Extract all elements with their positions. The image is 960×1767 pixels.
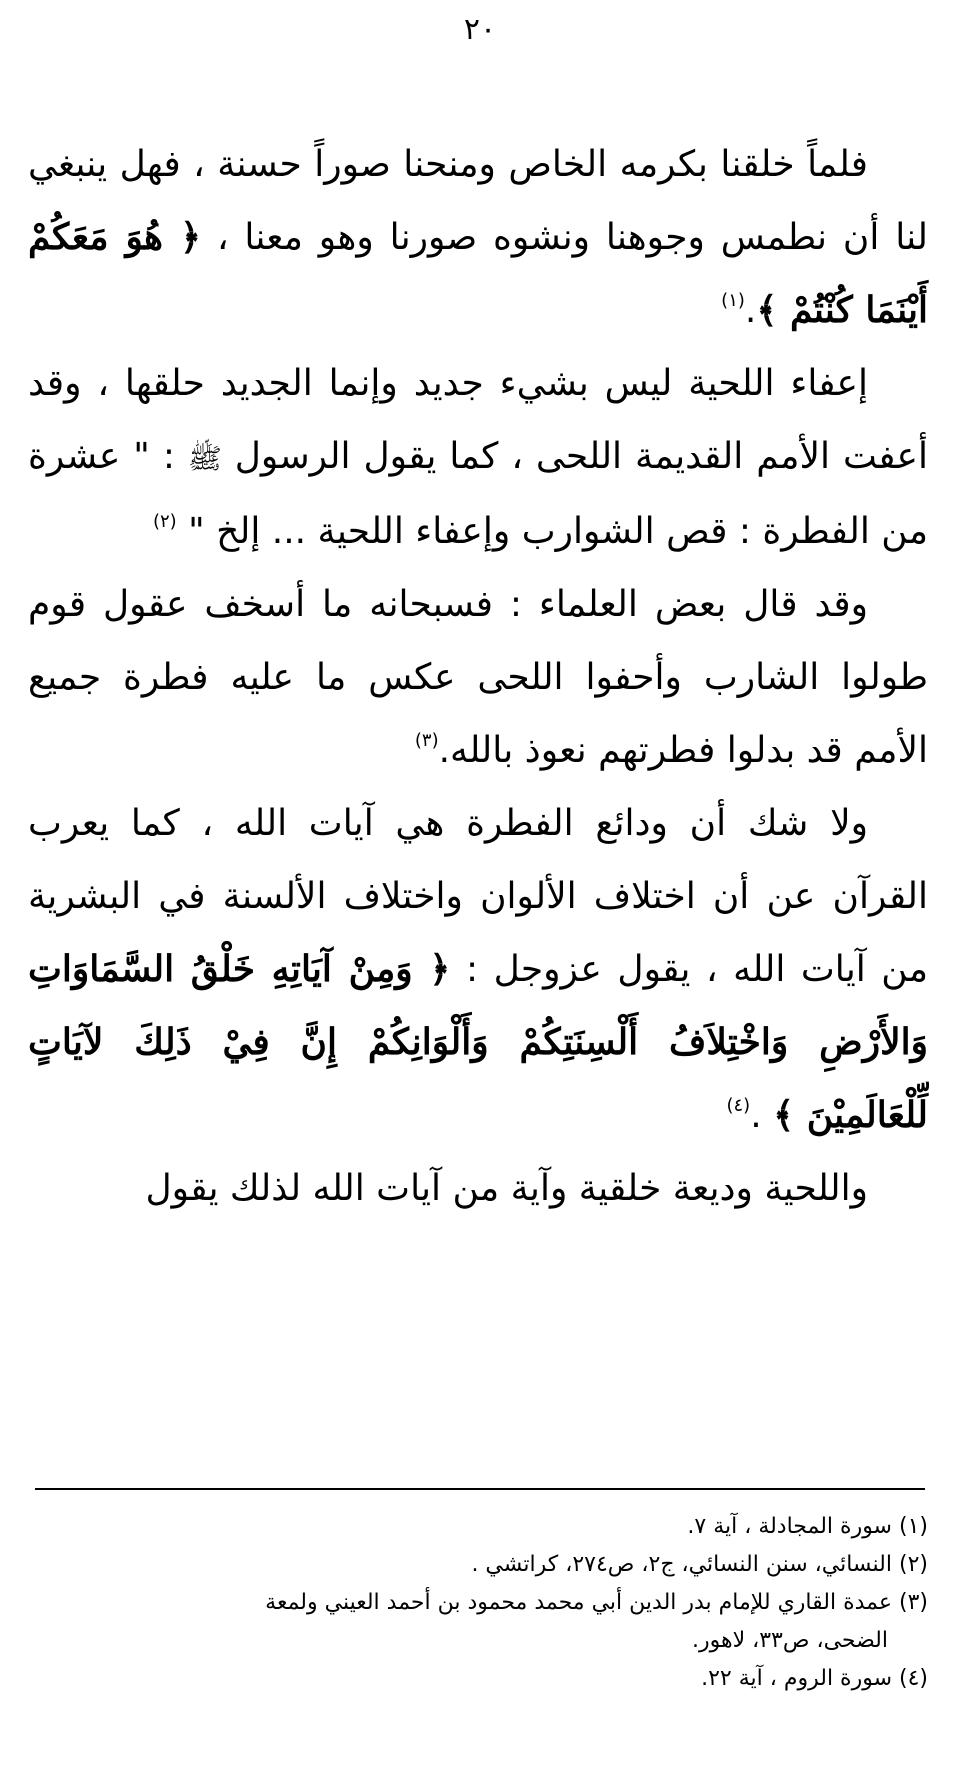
paragraph-2 — [28, 347, 928, 568]
body-text — [28, 128, 928, 1225]
footnote-3: (٣) عمدة القاري للإمام بدر الدين أبي محمد محمود بن أحمد العيني ولمعة — [265, 1590, 928, 1615]
quran-verse-2: ﴿ وَمِنْ آيَاتِهِ خَلْقُ السَّمَاوَاتِ وَالأَرْضِ وَاخْتِلاَفُ أَلْسِنَتِكُمْ وَأَلْوَانِكُمْ إِنَّ فِيْ ذَلِكَ لآيَاتٍ لِّلْعَالَمِيْنَ ﴾ — [28, 948, 928, 1136]
paragraph-1-text: فلماً خلقنا بكرمه الخاص ومنحنا صوراً حسنة ، فهل ينبغي لنا أن نطمس وجوهنا ونشوه صورنا وهو معنا ، — [28, 144, 928, 258]
paragraph-2-text: إعفاء اللحية ليس بشيء جديد وإنما الجديد حلقها ، وقد أعفت الأمم القديمة اللحى ، كما يقول الرسول — [28, 363, 928, 477]
paragraph-5-text: واللحية وديعة خلقية وآية من آيات الله لذلك يقول — [145, 1168, 868, 1209]
footnote-ref-2[interactable]: (٢) — [152, 511, 177, 532]
paragraph-4-after: . — [750, 1095, 774, 1136]
quran-verse-1: ﴿ هُوَ مَعَكُمْ أَيْنَمَا كُنْتُمْ ﴾ — [28, 216, 928, 331]
footnote-ref-1[interactable]: (١) — [721, 290, 745, 311]
footnote-separator — [35, 1488, 925, 1490]
footnote-2: (٢) النسائي، سنن النسائي، ج٢، ص٢٧٤، كراتشي . — [471, 1552, 928, 1577]
paragraph-5 — [28, 1152, 928, 1225]
page-number: ٢٠ — [463, 12, 497, 47]
footnotes — [20, 1508, 928, 1698]
footnote-ref-3[interactable]: (٣) — [414, 730, 439, 751]
paragraph-3-text: وقد قال بعض العلماء : فسبحانه ما أسخف عقول قوم طولوا الشارب وأحفوا اللحى عكس ما عليه فطرة جميع الأمم قد بدلوا فطرتهم نعوذ بالله. — [28, 584, 928, 771]
paragraph-2-text-2: : " عشرة من الفطرة : قص الشوارب وإعفاء اللحية ... إلخ " — [28, 436, 928, 552]
footnote-1: (١) سورة المجادلة ، آية ٧. — [687, 1514, 928, 1539]
paragraph-1 — [28, 128, 928, 347]
paragraph-3 — [28, 568, 928, 787]
paragraph-4-text: ولا شك أن ودائع الفطرة هي آيات الله ، كما يعرب القرآن عن أن اختلاف الألوان واختلاف الألسنة في البشرية من آيات الله ، يقول عزوجل : — [28, 803, 928, 990]
paragraph-4 — [28, 787, 928, 1152]
footnote-4: (٤) سورة الروم ، آية ٢٢. — [701, 1666, 928, 1691]
footnote-ref-4[interactable]: (٤) — [726, 1095, 751, 1116]
footnote-3-continuation: الضحى، ص٣٣، لاهور. — [692, 1628, 888, 1653]
salawat-symbol: ﷺ — [187, 442, 222, 475]
paragraph-1-after: . — [744, 290, 757, 331]
